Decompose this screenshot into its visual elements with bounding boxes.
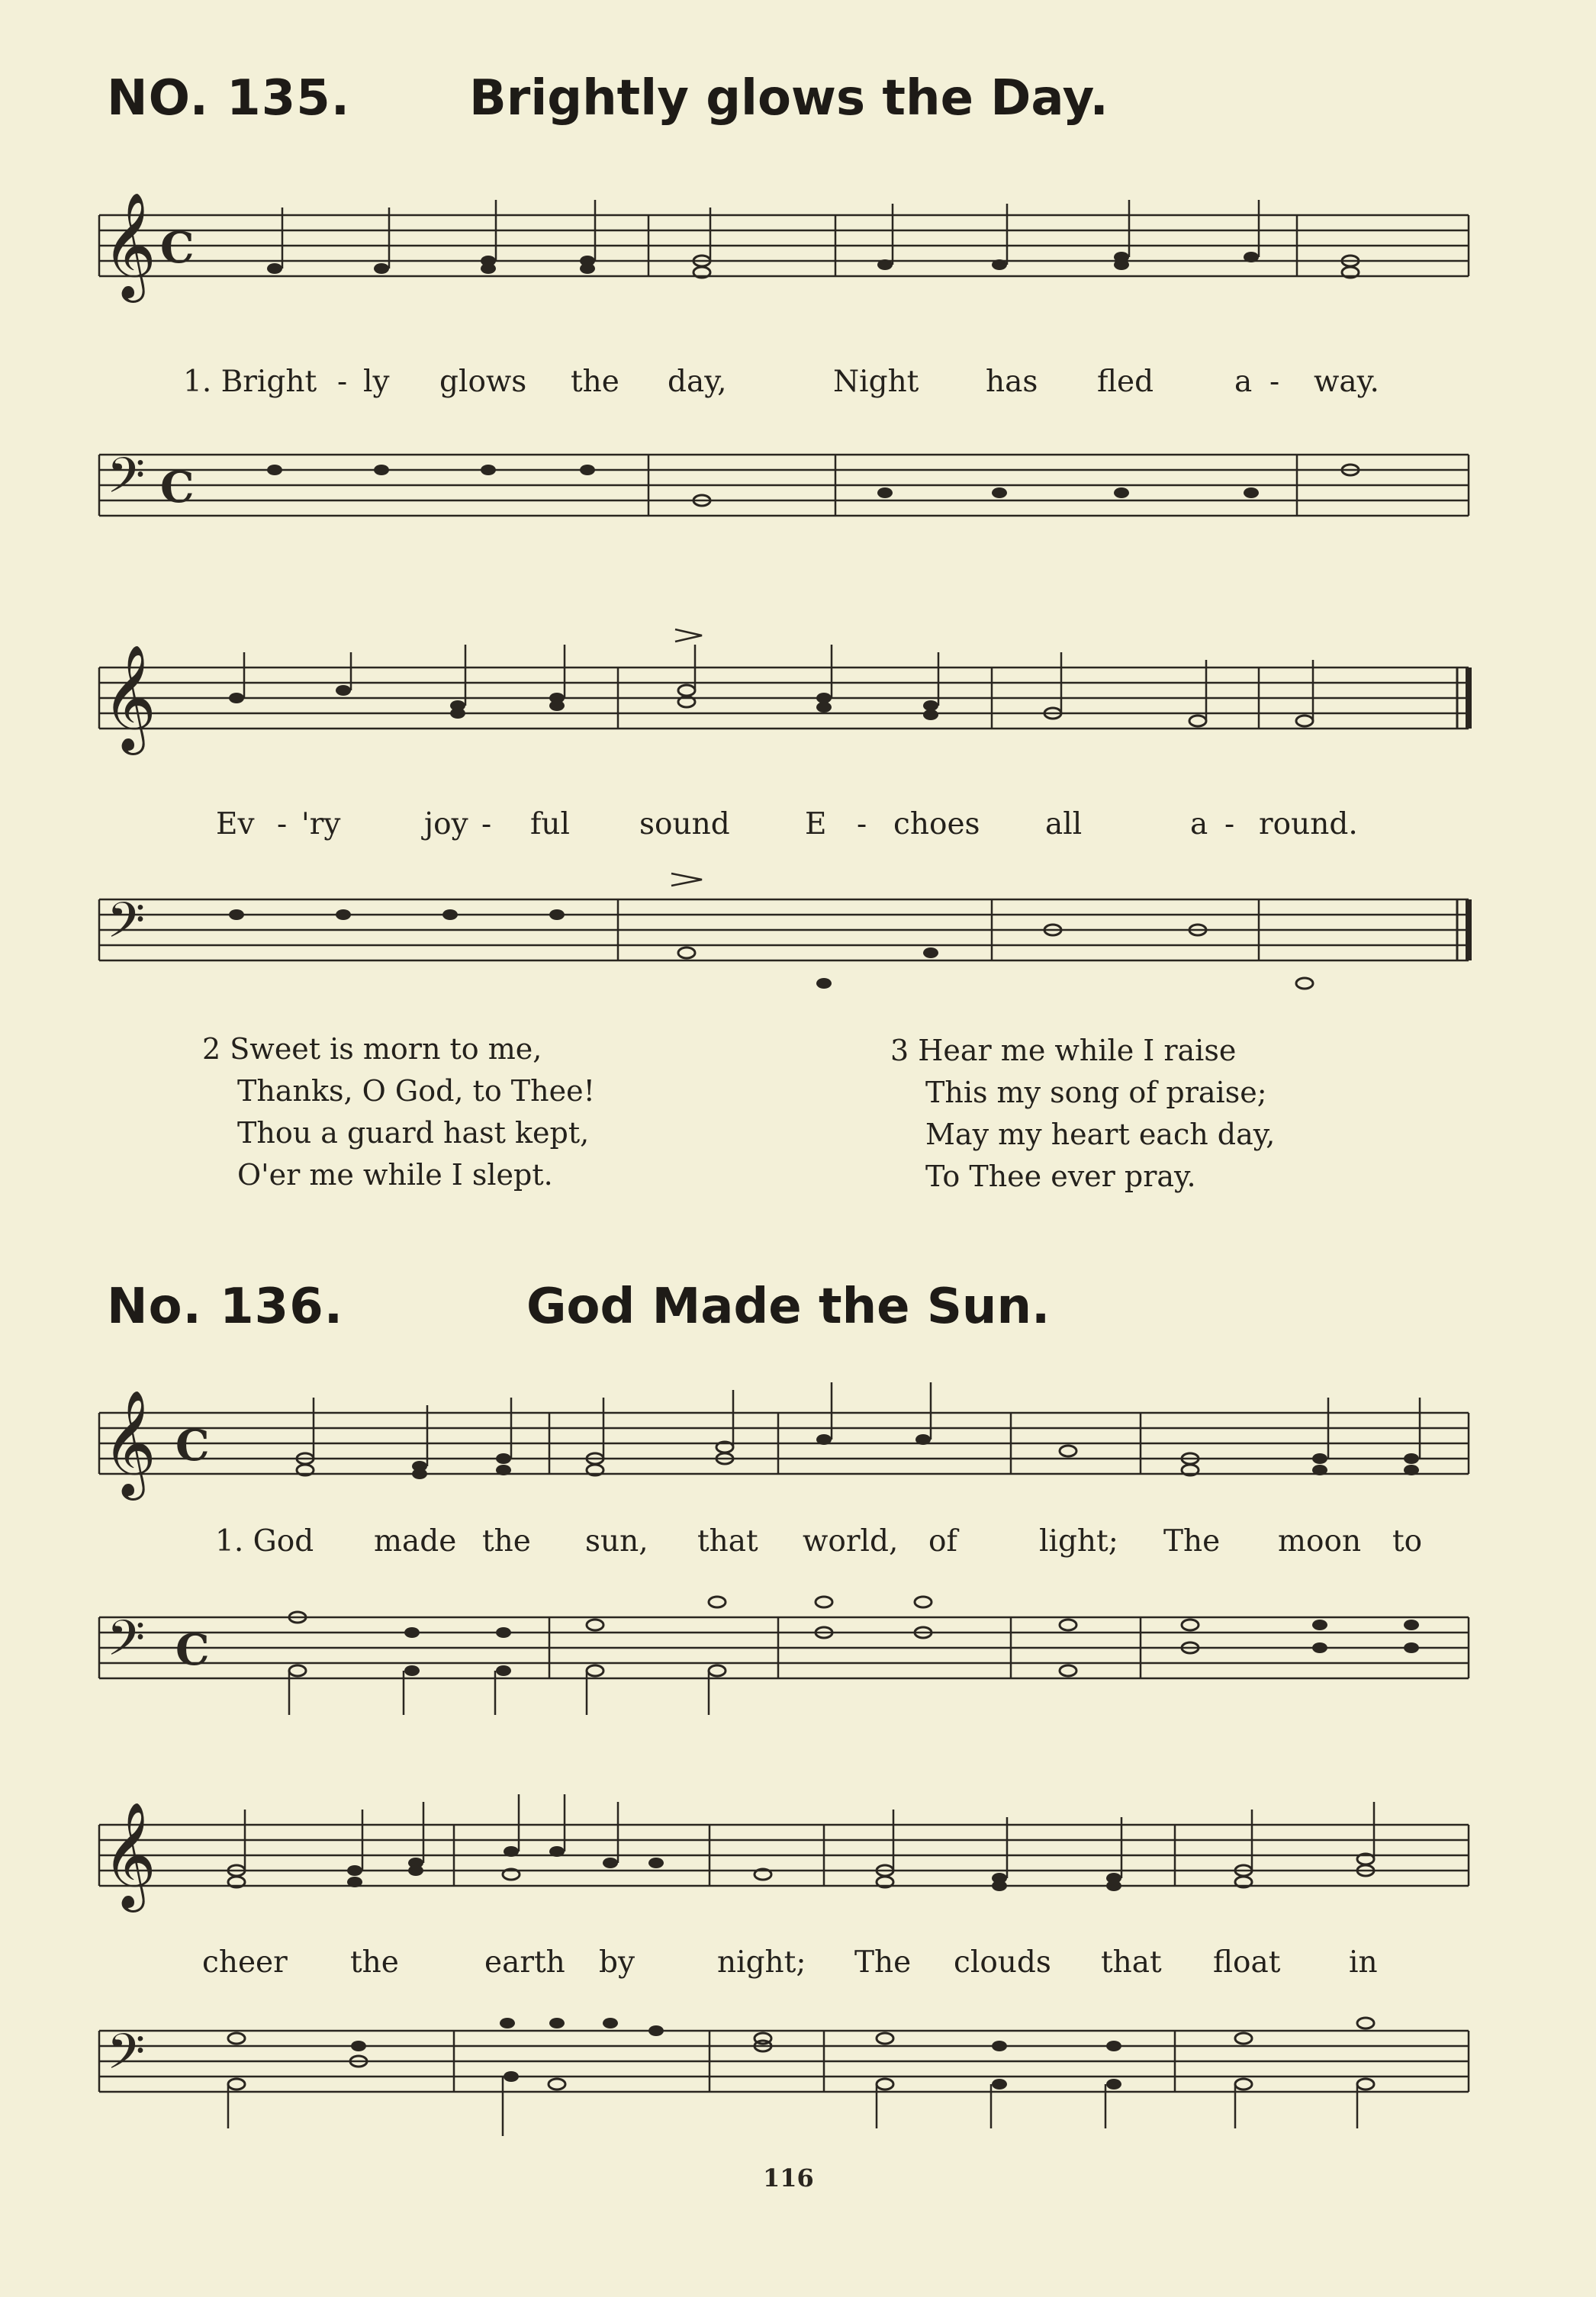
common-time-icon: C <box>160 223 195 273</box>
verse-line: 3 Hear me while I raise <box>890 1034 1237 1067</box>
hymn-135-title: Brightly glows the Day. <box>469 70 1109 127</box>
common-time-icon: C <box>175 1420 210 1471</box>
common-time-icon: C <box>160 462 195 513</box>
bass-clef-icon: 𝄢 <box>107 1610 146 1679</box>
syllable: Night <box>833 365 919 399</box>
syllable: of <box>928 1524 957 1559</box>
syllable: to <box>1392 1524 1423 1559</box>
syllable: The <box>854 1945 912 1980</box>
page-number: 116 <box>763 2163 814 2192</box>
syllable: E <box>805 807 827 841</box>
hymn-135-verse-3 <box>890 1030 1275 1198</box>
bass-clef-icon: 𝄢 <box>107 2024 146 2093</box>
hymn-135-number: NO. 135. <box>107 70 351 127</box>
syllable: fled <box>1097 365 1154 399</box>
verse-line: Thou a guard hast kept, <box>237 1116 590 1150</box>
bass-clef-icon: 𝄢 <box>107 893 146 961</box>
syllable: ly <box>363 365 390 399</box>
syllable: in <box>1349 1945 1378 1980</box>
hymn-135-verse-2 <box>202 1028 595 1196</box>
treble-clef-icon: 𝄞 <box>102 1390 156 1496</box>
syllable: that <box>1101 1945 1162 1980</box>
syllable: night; <box>717 1945 806 1980</box>
syllable: sound <box>639 807 730 841</box>
verse-line: O'er me while I slept. <box>237 1158 553 1192</box>
hymn-136-system-1-treble-staff <box>99 1390 1472 1512</box>
syllable: moon <box>1278 1524 1362 1559</box>
syllable: The <box>1163 1524 1221 1559</box>
verse-line: May my heart each day, <box>925 1118 1276 1151</box>
hymn-136-system-2-treble-staff <box>99 1802 1472 1924</box>
syllable: a <box>1234 365 1253 399</box>
hymn-135-system-2-bass-staff <box>99 889 1472 996</box>
syllable: cheer <box>202 1945 288 1980</box>
syllable: - <box>481 807 492 841</box>
syllable: the <box>571 365 619 399</box>
hymn-136-system-2-bass-staff <box>99 2014 1472 2144</box>
syllable: round. <box>1259 807 1358 841</box>
treble-clef-icon: 𝄞 <box>102 192 156 298</box>
syllable: - <box>337 365 348 399</box>
syllable: - <box>1224 807 1235 841</box>
treble-clef-icon: 𝄞 <box>102 645 156 751</box>
verse-line: To Thee ever pray. <box>925 1160 1196 1193</box>
syllable: by <box>599 1945 635 1980</box>
treble-clef-icon: 𝄞 <box>102 1802 156 1908</box>
syllable: light; <box>1039 1524 1118 1559</box>
syllable: has <box>986 365 1038 399</box>
hymn-136-title: God Made the Sun. <box>526 1279 1051 1335</box>
syllable: 1. Bright <box>183 365 317 399</box>
hymn-136-system-1-bass-staff <box>99 1601 1472 1723</box>
syllable: a <box>1190 807 1208 841</box>
syllable: way. <box>1314 365 1379 399</box>
syllable: the <box>482 1524 531 1559</box>
syllable: that <box>697 1524 758 1559</box>
syllable: - <box>277 807 288 841</box>
syllable: ful <box>530 807 571 841</box>
syllable: clouds <box>954 1945 1051 1980</box>
verse-line: Thanks, O God, to Thee! <box>237 1074 595 1108</box>
syllable: all <box>1045 807 1083 841</box>
syllable: earth <box>484 1945 565 1980</box>
syllable: day, <box>668 365 727 399</box>
hymn-135-system-1-treble-staff <box>99 192 1472 314</box>
verse-line: 2 Sweet is morn to me, <box>202 1032 542 1066</box>
syllable: choes <box>893 807 980 841</box>
hymn-135-system-1-bass-staff <box>99 444 1472 536</box>
syllable: float <box>1213 1945 1281 1980</box>
syllable: 'ry <box>301 807 341 841</box>
bass-clef-icon: 𝄢 <box>107 448 146 516</box>
syllable: world, <box>803 1524 899 1559</box>
syllable: sun, <box>585 1524 648 1559</box>
syllable: the <box>350 1945 399 1980</box>
syllable: glows <box>439 365 527 399</box>
syllable: 1. God <box>215 1524 314 1559</box>
syllable: joy <box>424 807 468 841</box>
syllable: - <box>1269 365 1280 399</box>
syllable: - <box>857 807 867 841</box>
syllable: made <box>374 1524 457 1559</box>
hymn-136-number: No. 136. <box>107 1279 344 1335</box>
verse-line: This my song of praise; <box>925 1076 1267 1109</box>
syllable: Ev <box>216 807 255 841</box>
common-time-icon: C <box>175 1625 210 1675</box>
hymn-135-system-2-treble-staff <box>99 645 1472 767</box>
